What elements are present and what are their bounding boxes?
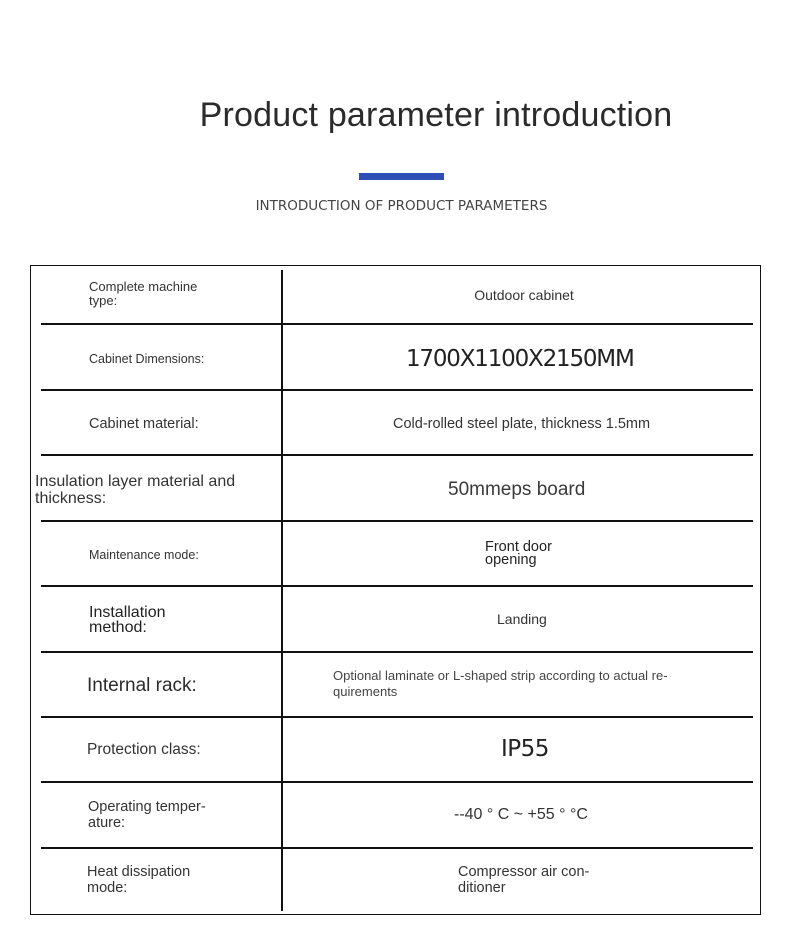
row-divider (41, 520, 753, 522)
param-value-dimensions: 1700X1100X2150MM (406, 346, 634, 372)
param-label-operating-temperature: Operating temper- ature: (88, 799, 206, 831)
param-label-insulation: Insulation layer material and thickness: (35, 473, 236, 507)
param-label-maintenance: Maintenance mode: (89, 548, 199, 562)
page-title: Product parameter introduction (199, 96, 673, 134)
param-value-operating-temperature: --40 ° C ~ +55 ° °C (454, 806, 588, 823)
param-label-heat-dissipation: Heat dissipation mode: (87, 864, 191, 896)
param-value-insulation: 50mmeps board (448, 479, 586, 500)
row-divider (41, 454, 753, 456)
column-divider (281, 270, 283, 911)
row-divider (41, 847, 753, 849)
param-label-protection-class: Protection class: (87, 741, 201, 758)
page-subtitle: INTRODUCTION OF PRODUCT PARAMETERS (255, 198, 548, 214)
param-label-internal-rack: Internal rack: (87, 675, 197, 696)
row-divider (41, 651, 753, 653)
param-label-installation: Installation method: (89, 604, 166, 636)
title-accent-bar (359, 173, 444, 180)
param-label-cabinet-material: Cabinet material: (89, 416, 199, 432)
row-divider (41, 716, 753, 718)
param-value-cabinet-material: Cold-rolled steel plate, thickness 1.5mm (393, 416, 651, 432)
row-divider (41, 323, 753, 325)
param-value-heat-dissipation: Compressor air con- ditioner (458, 864, 590, 896)
param-value-internal-rack: Optional laminate or L-shaped strip according to actual re- quirements (333, 668, 668, 699)
param-value-installation: Landing (497, 611, 547, 627)
param-value-maintenance: Front door opening (485, 539, 552, 568)
row-divider (41, 585, 753, 587)
param-label-machine-type: Complete machine type: (89, 279, 198, 308)
row-divider (41, 781, 753, 783)
param-value-protection-class: IP55 (501, 736, 549, 762)
row-divider (41, 389, 753, 391)
param-value-machine-type: Outdoor cabinet (474, 287, 574, 303)
param-label-dimensions: Cabinet Dimensions: (89, 352, 205, 366)
